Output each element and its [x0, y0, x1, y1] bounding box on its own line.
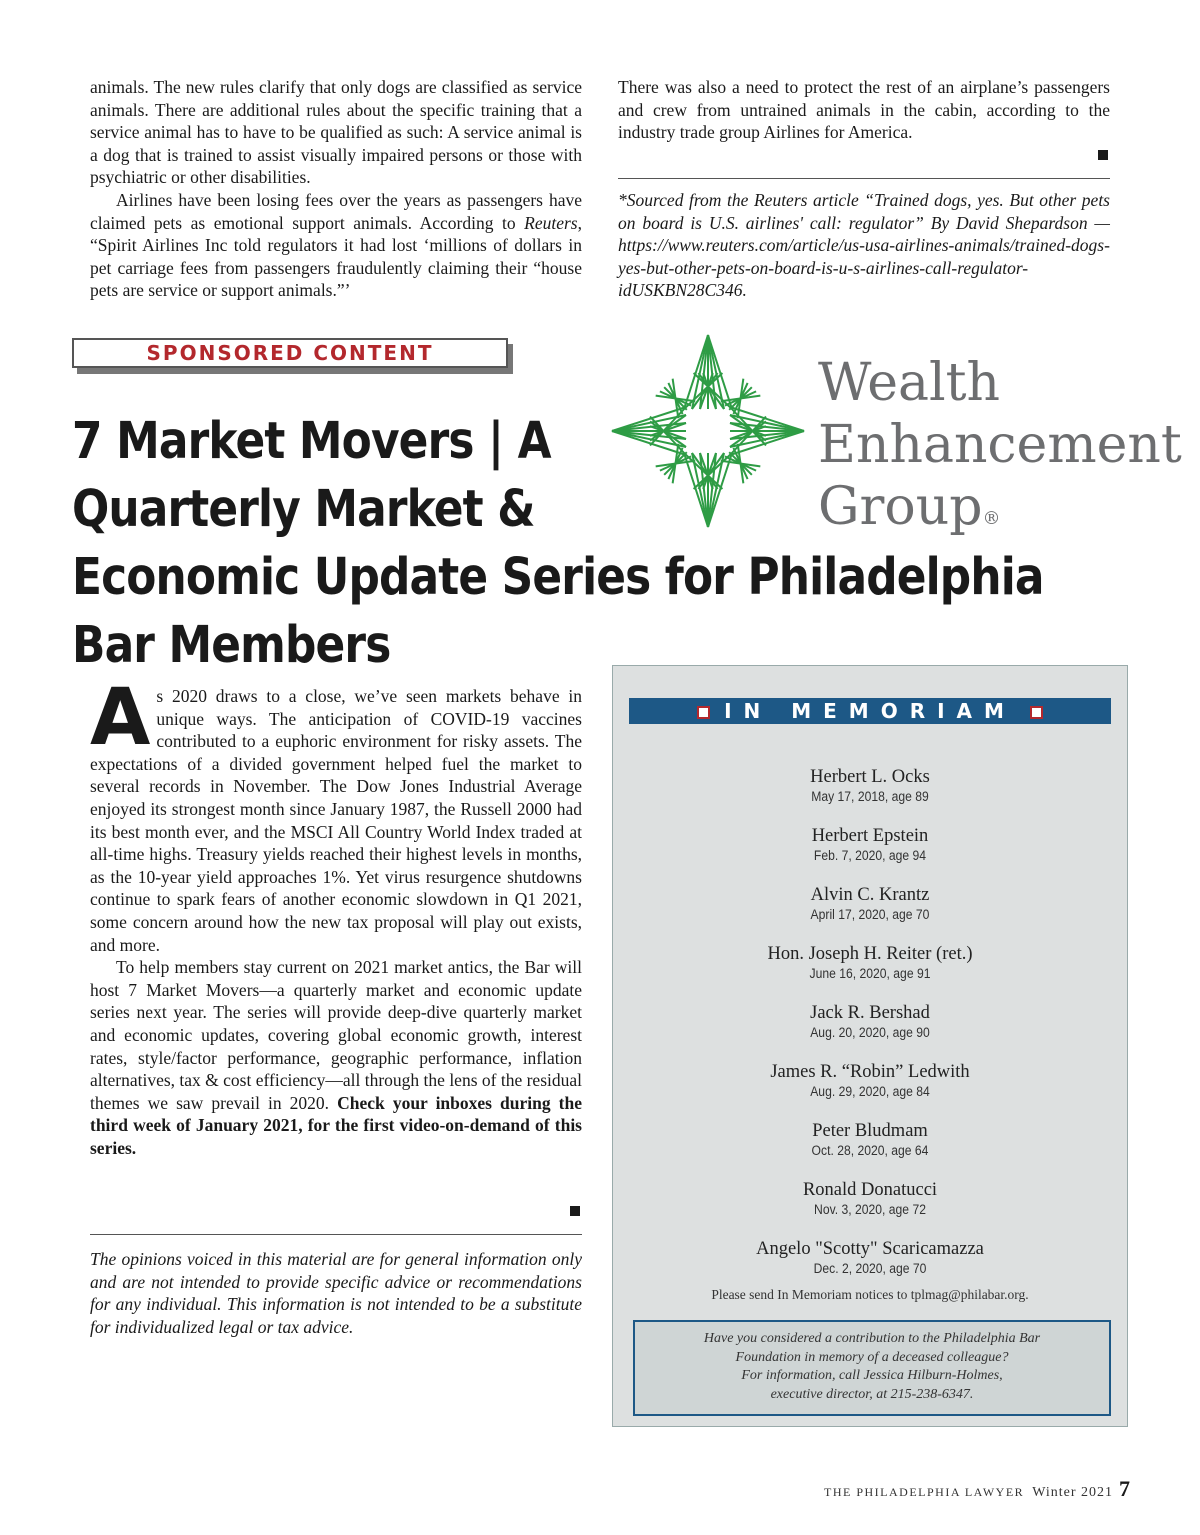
memoriam-name: Hon. Joseph H. Reiter (ret.) [767, 944, 973, 964]
in-memoriam-title: IN MEMORIAM [724, 699, 1016, 723]
memoriam-entry [613, 1238, 1127, 1278]
memoriam-notice: Please send In Memoriam notices to tplmag@philabar.org. [711, 1287, 1029, 1302]
drop-cap: A [90, 673, 151, 763]
memoriam-date: Oct. 28, 2020, age 64 [811, 1143, 929, 1158]
article-para-2: To help members stay current on 2021 market antics, the Bar will host 7 Market Movers—a quarterly market and economic update series next year. The series will provide deep-dive quarterly market and economic updates, covering global economic growth, interest rates, style/factor performance, geographic performance, inflation alternatives, tax & cost efficiency—all through the lens of the residual themes we saw prevail in 2020. Check your inboxes during the third week of January 2021, for the first video-on-demand of this series. [90, 957, 582, 1158]
article-para-1: As 2020 draws to a close, we’ve seen markets behave in unique ways. The anticipation of COVID-19 vaccines contributed to a euphoric environment for risky assets. The expectations of a divided government helped fuel the market to several records in November. The Dow Jones Industrial Average enjoyed its strongest month since January 1987, the Russell 2000 had its best month ever, and the MSCI All Country World Index traded at all-time highs. Treasury yields reached their highest levels in months, as the 10-year yield approaches 1%. Yet virus resurgence shutdowns continue to spark fears of another economic slowdown in Q1 2021, some concern around how the new tax proposal will play out exists, and more. [90, 673, 582, 955]
article-divider [90, 1234, 582, 1235]
contribution-line: executive director, at 215-238-6347. [770, 1386, 974, 1402]
top-left-column [90, 76, 582, 302]
logo-word-enhancement: Enhancement [818, 415, 1182, 475]
disclaimer: The opinions voiced in this material are for general information only and are not intended to provide specific advice or recommendations for any individual. This information is not intended to be a substitute for individualized legal or tax advice. [90, 1249, 582, 1337]
memoriam-entry [613, 1002, 1127, 1042]
memoriam-entry [613, 1120, 1127, 1160]
memoriam-name: Jack R. Bershad [810, 1003, 930, 1023]
reuters-italic: Reuters [524, 212, 578, 233]
in-memoriam-panel [612, 665, 1128, 1427]
memoriam-entry [613, 1179, 1127, 1219]
article-headline [72, 408, 1044, 680]
memoriam-entry [613, 884, 1127, 924]
top-right-para-1: There was also a need to protect the rest of an airplane’s passengers and crew from untrained animals in the cabin, according to the industry trade group Airlines for America. [618, 77, 1110, 143]
sponsored-content-label: SPONSORED CONTENT [72, 338, 508, 368]
logo-word-wealth: Wealth [818, 353, 1000, 413]
memoriam-entry [613, 943, 1127, 983]
source-note: *Sourced from the Reuters article “Trained dogs, yes. But other pets on board is U.S. airlines' call: regulator” By David Shepardson — https://www.reuters.com/article/us-usa-airlines-animals/trained-dogs-yes-but-other-pets-on-board-is-u-s-airlines-call-regulator-idUSKBN28C346. [618, 190, 1110, 301]
memoriam-name: Angelo "Scotty" Scaricamazza [756, 1239, 984, 1259]
article-end-mark-square [570, 1206, 580, 1216]
headline-line-4: Bar Members [72, 616, 391, 675]
top-right-column [618, 76, 1110, 144]
memoriam-date: Dec. 2, 2020, age 70 [813, 1261, 927, 1276]
top-right-divider [618, 178, 1110, 179]
contribution-line: For information, call Jessica Hilburn-Holmes, [741, 1368, 1003, 1383]
footer-season: Winter 2021 [1032, 1485, 1113, 1500]
memoriam-entry [613, 1061, 1127, 1101]
logo-word-group: Group® [818, 477, 1001, 537]
memoriam-name: Herbert Epstein [811, 826, 929, 846]
contribution-line: Foundation in memory of a deceased colleague? [735, 1349, 1009, 1365]
memoriam-date: June 16, 2020, age 91 [809, 966, 931, 981]
memoriam-date: Aug. 29, 2020, age 84 [810, 1084, 930, 1099]
memoriam-name: Herbert L. Ocks [810, 767, 930, 787]
headline-line-3: Economic Update Series for Philadelphia [72, 548, 1044, 607]
memoriam-name: James R. “Robin” Ledwith [770, 1062, 970, 1082]
page-footer [700, 1476, 1130, 1502]
memoriam-date: Feb. 7, 2020, age 94 [813, 848, 927, 863]
contribution-line: Have you considered a contribution to the Philadelphia Bar [703, 1331, 1041, 1346]
footer-publication: THE PHILADELPHIA LAWYER [824, 1485, 1025, 1499]
memoriam-date: May 17, 2018, age 89 [811, 789, 929, 804]
page-number: 7 [1119, 1476, 1130, 1501]
memoriam-entry [613, 766, 1127, 806]
memoriam-date: Nov. 3, 2020, age 72 [814, 1202, 926, 1217]
article-call-to-action: Check your inboxes during the third week of January 2021, for the first video-on-demand of this series. [90, 1092, 582, 1158]
memoriam-name: Alvin C. Krantz [810, 885, 930, 905]
in-memoriam-banner [629, 698, 1111, 724]
memoriam-name: Peter Bludmam [812, 1121, 928, 1141]
article-body [90, 673, 582, 1159]
banner-square-right-icon [1030, 706, 1043, 719]
memoriam-date: April 17, 2020, age 70 [810, 907, 930, 922]
end-mark-square [1098, 150, 1108, 160]
top-left-para-2: Airlines have been losing fees over the years as passengers have claimed pets as emotional support animals. According to Reuters, “Spirit Airlines Inc told regulators it had lost ‘millions of dollars in pet carriage fees from passengers fraudulently claiming their “house pets are service or support animals.”’ [90, 189, 582, 301]
top-left-para-1: animals. The new rules clarify that only dogs are classified as service animals. There are additional rules about the specific training that a service animal has to have to be qualified as such: A service animal is a dog that is trained to assist visually impaired persons or those with psychiatric or other disabilities. [90, 77, 582, 188]
memoriam-name: Ronald Donatucci [802, 1180, 938, 1200]
memoriam-date: Aug. 20, 2020, age 90 [810, 1025, 930, 1040]
memoriam-entry [613, 825, 1127, 865]
foundation-contribution-box [633, 1320, 1111, 1416]
headline-line-2: Quarterly Market & [72, 480, 535, 539]
banner-square-left-icon [697, 706, 710, 719]
headline-line-1: 7 Market Movers | A [72, 412, 551, 471]
